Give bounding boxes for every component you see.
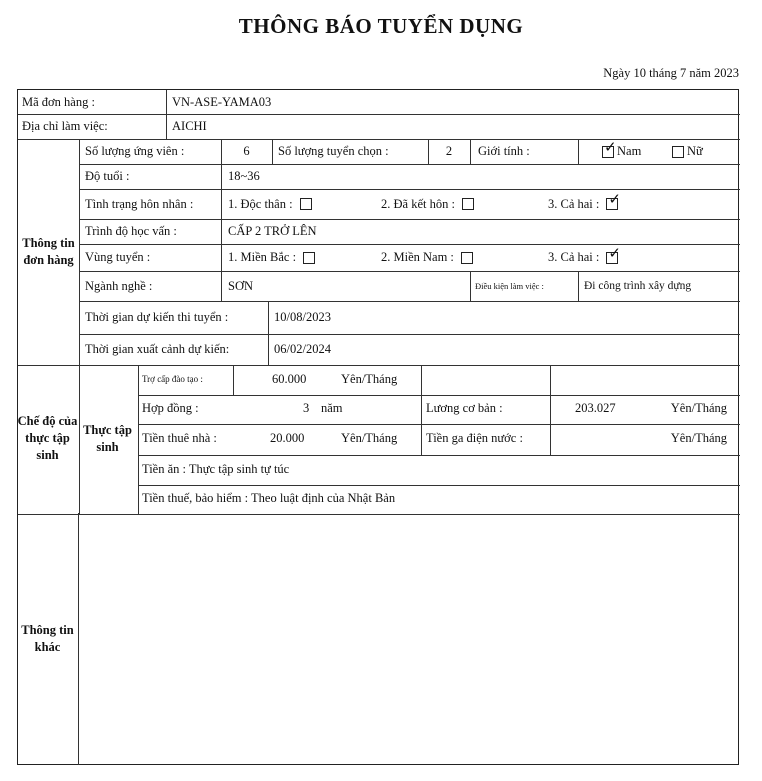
exam-date: 10/08/2023 <box>274 310 331 324</box>
salary-unit: Yên/Tháng <box>670 401 727 415</box>
region-north-checkbox[interactable] <box>303 252 315 264</box>
rent-label: Tiền thuê nhà : <box>142 431 217 445</box>
contract-label: Hợp đồng : <box>142 401 199 415</box>
marital-both-label: 3. Cả hai : <box>548 196 600 211</box>
utilities-unit: Yên/Tháng <box>670 431 727 445</box>
region-north-option[interactable] <box>228 244 358 271</box>
salary-amount: 203.027 <box>575 401 616 415</box>
conditions-label: Điều kiện làm việc : <box>475 280 544 291</box>
marital-married-option[interactable] <box>381 189 531 219</box>
age-label: Độ tuổi : <box>85 169 130 183</box>
marital-both-checkbox[interactable] <box>606 192 621 210</box>
female-checkbox[interactable] <box>672 146 684 158</box>
intern-policy-section-title: Chế độ của thực tập sinh <box>17 414 78 462</box>
industry-label: Ngành nghề : <box>85 278 153 293</box>
training-allowance-amount: 60.000 <box>272 371 307 386</box>
gender-male-option[interactable] <box>598 139 670 164</box>
region-south-option[interactable] <box>381 244 531 271</box>
document-date: Ngày 10 tháng 7 năm 2023 <box>603 66 739 80</box>
order-code-value: VN-ASE-YAMA03 <box>172 94 272 109</box>
check-icon: ✓ <box>608 245 621 262</box>
rent-unit: Yên/Tháng <box>341 431 398 445</box>
candidates-label: Số lượng ứng viên : <box>85 144 185 158</box>
exam-label: Thời gian dự kiến thi tuyển : <box>85 310 229 324</box>
salary-label: Lương cơ bản : <box>426 401 503 415</box>
check-icon: ✓ <box>608 192 621 208</box>
departure-label: Thời gian xuất cảnh dự kiến: <box>85 342 230 356</box>
conditions-value: Đi công trình xây dựng <box>584 280 692 292</box>
order-info-section-title: Thông tin đơn hàng <box>22 236 75 267</box>
region-label: Vùng tuyển : <box>85 250 151 264</box>
age-value: 18~36 <box>228 169 260 183</box>
region-south-checkbox[interactable] <box>461 252 473 264</box>
other-info-section-title: Thông tin khác <box>21 623 74 654</box>
utilities-label: Tiền ga điện nước : <box>426 431 523 445</box>
marital-label: Tình trạng hôn nhân : <box>85 196 194 211</box>
tax-insurance: Tiền thuế, bảo hiểm : Theo luật định của Nhật Bản <box>142 491 396 505</box>
marital-both-option[interactable] <box>548 189 668 219</box>
order-code-label: Mã đơn hàng : <box>22 94 95 109</box>
contract-years: 3 <box>303 401 310 415</box>
contract-unit: năm <box>321 401 343 415</box>
recruitment-form <box>17 89 739 765</box>
training-allowance-unit: Yên/Tháng <box>341 371 398 386</box>
gender-female-option[interactable] <box>668 139 738 164</box>
marital-married-checkbox[interactable] <box>462 198 474 210</box>
female-label: Nữ <box>687 144 703 158</box>
region-both-option[interactable] <box>548 244 668 271</box>
workplace-label: Địa chỉ làm việc: <box>22 119 108 133</box>
male-label: Nam <box>617 144 642 158</box>
rent-amount: 20.000 <box>270 431 305 445</box>
marital-single-checkbox[interactable] <box>300 198 312 210</box>
region-north-label: 1. Miền Bắc : <box>228 250 297 264</box>
education-value: CẤP 2 TRỞ LÊN <box>228 224 317 238</box>
selected-value: 2 <box>445 144 453 158</box>
food-cost: Tiền ăn : Thực tập sinh tự túc <box>142 461 290 476</box>
gender-label: Giới tính : <box>478 144 530 158</box>
departure-date: 06/02/2024 <box>274 342 331 356</box>
marital-single-option[interactable] <box>228 189 358 219</box>
candidates-value: 6 <box>243 144 250 158</box>
marital-single-label: 1. Độc thân : <box>228 196 293 211</box>
education-label: Trình độ học vấn : <box>85 224 177 238</box>
region-both-label: 3. Cả hai : <box>548 250 600 264</box>
male-checkbox[interactable] <box>602 139 617 158</box>
region-both-checkbox[interactable] <box>606 245 621 264</box>
check-icon: ✓ <box>604 139 617 156</box>
intern-subsection-title: Thực tập sinh <box>83 422 132 454</box>
region-south-label: 2. Miền Nam : <box>381 250 454 264</box>
document-title: THÔNG BÁO TUYỂN DỤNG <box>238 14 524 38</box>
marital-married-label: 2. Đã kết hôn : <box>381 196 455 211</box>
training-allowance-label: Trợ cấp đào tạo : <box>142 374 203 384</box>
industry-value: SƠN <box>228 278 254 293</box>
selected-label: Số lượng tuyển chọn : <box>278 144 389 158</box>
workplace-value: AICHI <box>172 119 207 133</box>
